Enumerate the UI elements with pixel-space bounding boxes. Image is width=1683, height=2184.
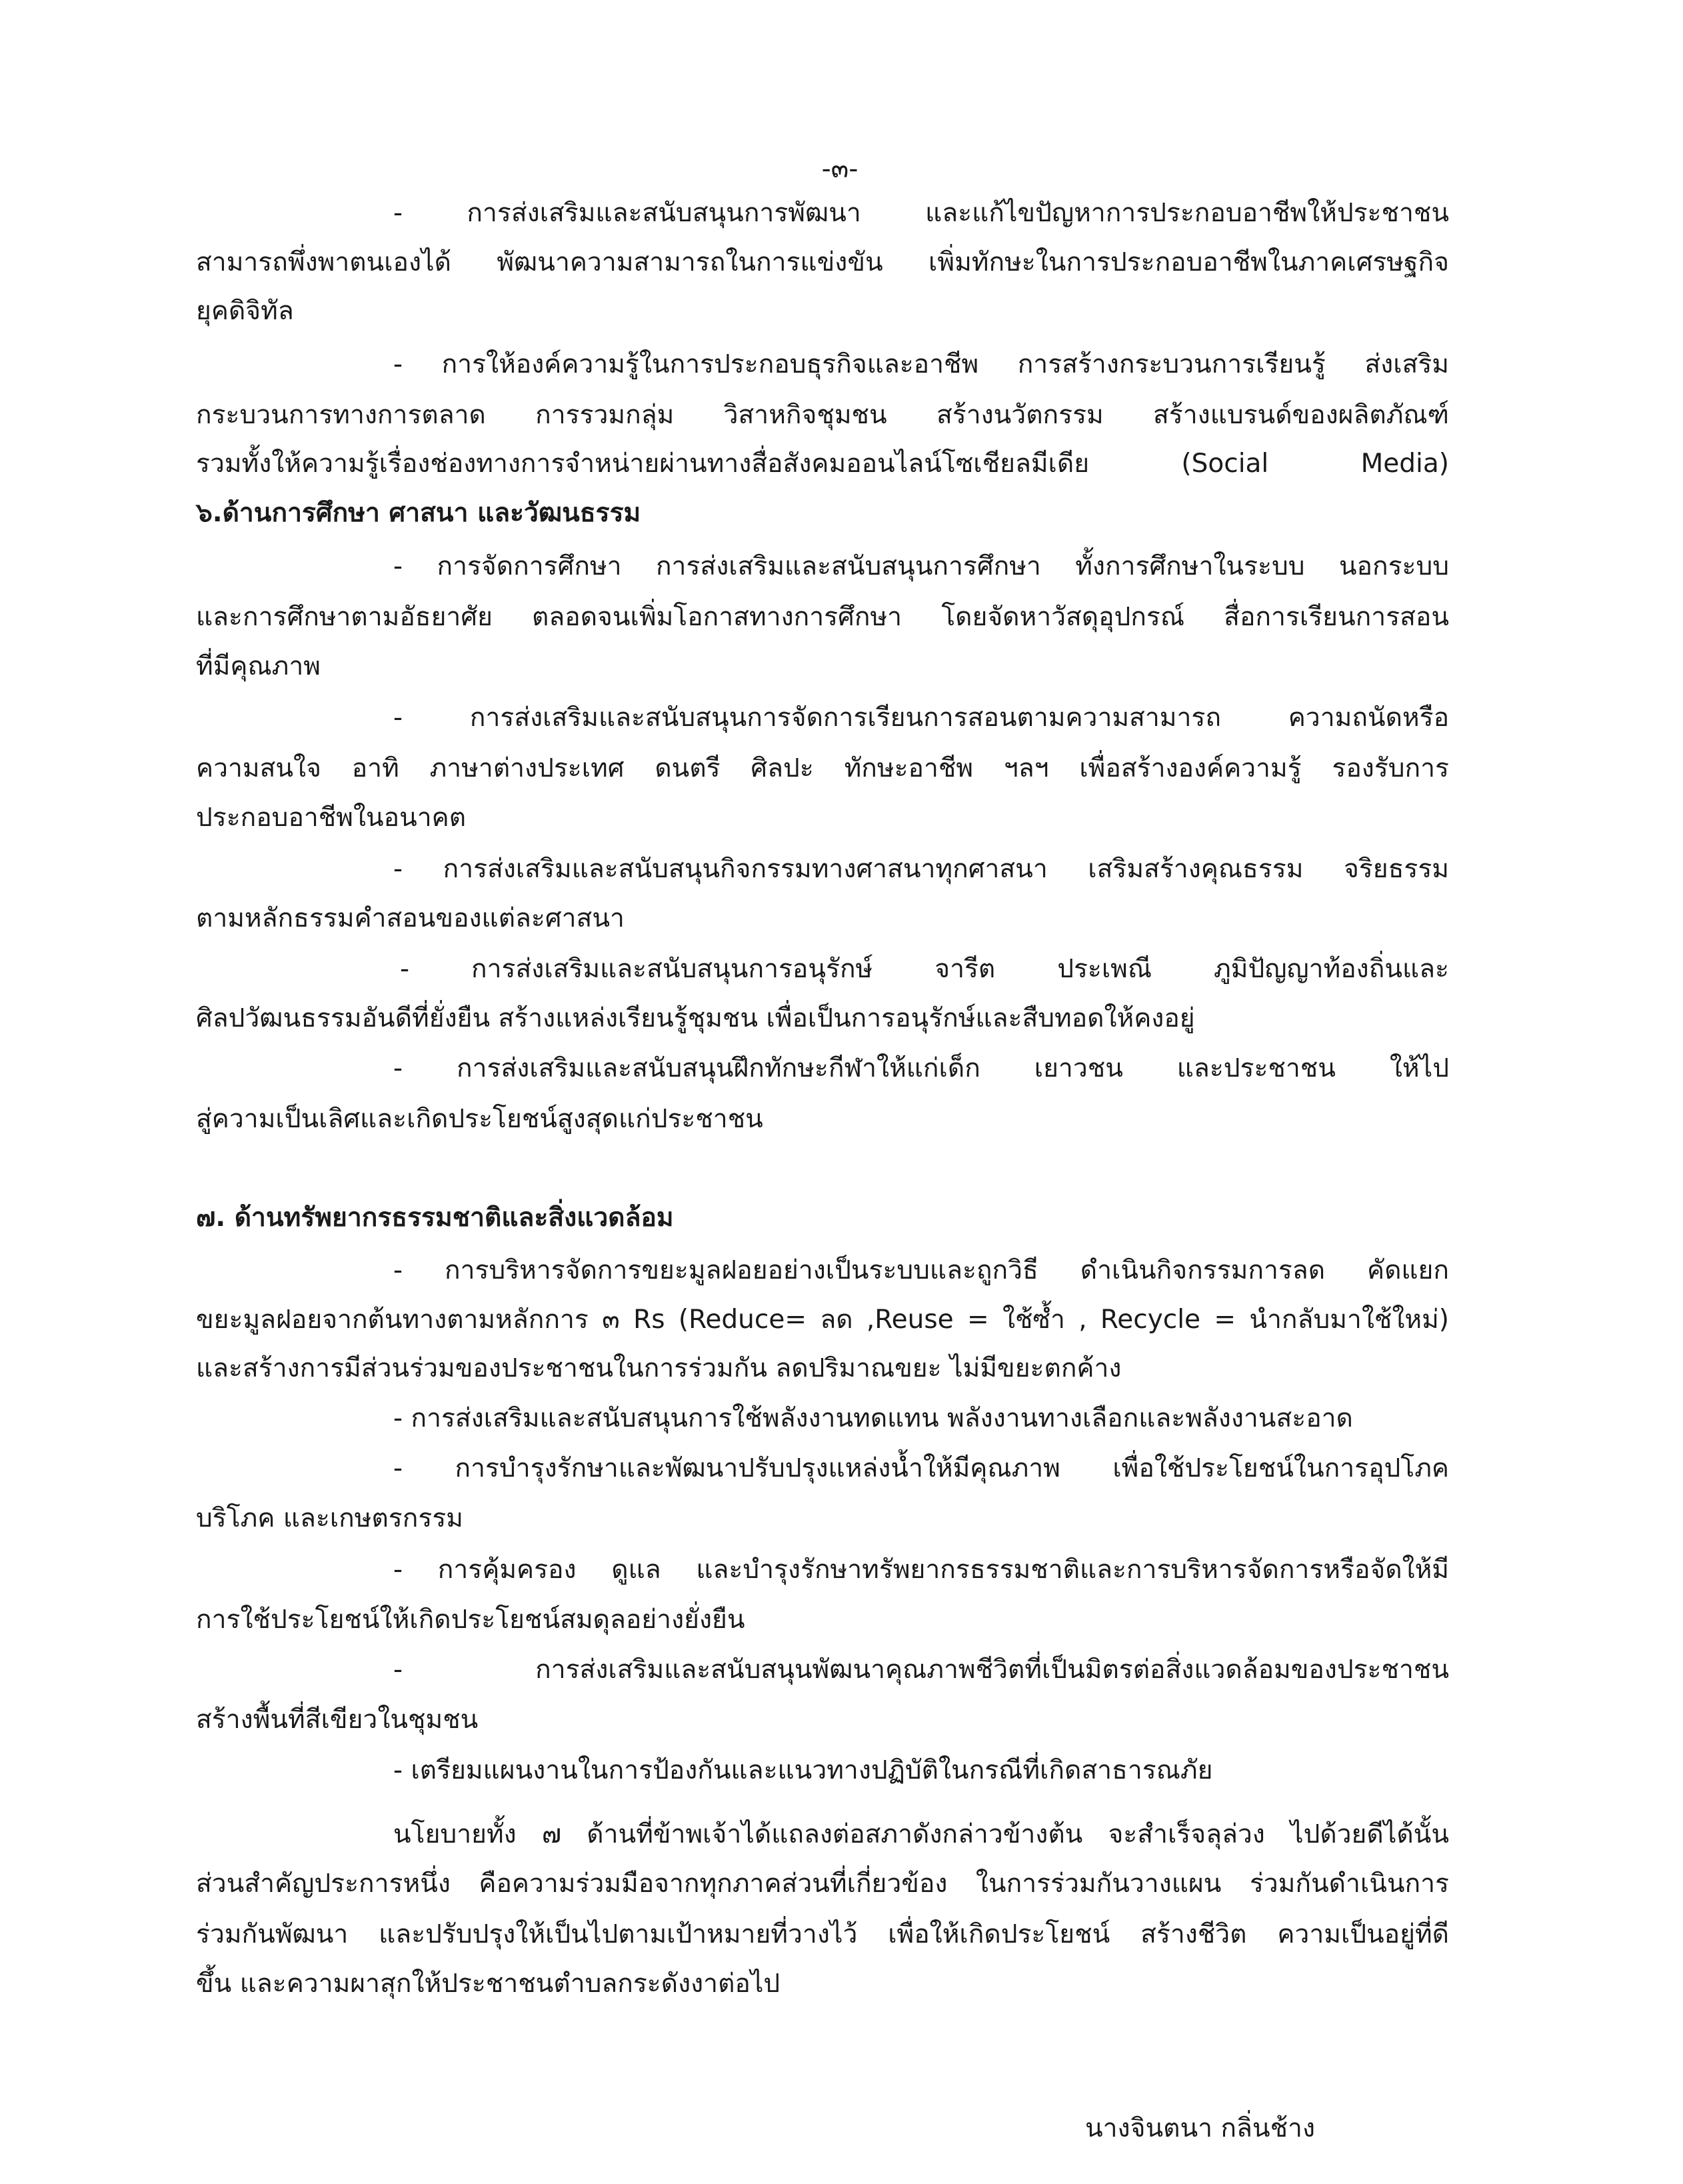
signature-name: นางจินตนา กลิ่นช้าง [1085,2113,1315,2143]
paragraph-line: - การให้องค์ความรู้ในการประกอบธุรกิจและอาชีพ การสร้างกระบวนการเรียนรู้ ส่งเสริม [393,349,1449,379]
paragraph-line: - การส่งเสริมและสนับสนุนการจัดการเรียนการสอนตามความสามารถ ความถนัดหรือ [393,703,1449,733]
paragraph-line: ส่วนสำคัญประการหนึ่ง คือความร่วมมือจากทุกภาคส่วนที่เกี่ยวข้อง ในการร่วมกันวางแผน ร่วมกันดำเนินการ [196,1869,1449,1899]
paragraph-line: - การส่งเสริมและสนับสนุนการใช้พลังงานทดแทน พลังงานทางเลือกและพลังงานสะอาด [393,1403,1353,1433]
section-heading: ๗. ด้านทรัพยากรธรรมชาติและสิ่งแวดล้อม [196,1203,674,1233]
paragraph-line: - การคุ้มครอง ดูแล และบำรุงรักษาทรัพยากรธรรมชาติและการบริหารจัดการหรือจัดให้มี [393,1555,1449,1585]
paragraph-line: และการศึกษาตามอัธยาศัย ตลอดจนเพิ่มโอกาสทางการศึกษา โดยจัดหาวัสดุอุปกรณ์ สื่อการเรียนการสอน [196,602,1449,632]
paragraph-line: สร้างพื้นที่สีเขียวในชุมชน [196,1705,479,1735]
paragraph-line: และสร้างการมีส่วนร่วมของประชาชนในการร่วมกัน ลดปริมาณขยะ ไม่มีขยะตกค้าง [196,1353,1122,1383]
paragraph-line: - การส่งเสริมและสนับสนุนกิจกรรมทางศาสนาทุกศาสนา เสริมสร้างคุณธรรม จริยธรรม [393,854,1449,884]
page-number: -๓- [821,154,858,184]
paragraph-line: - การส่งเสริมและสนับสนุนการพัฒนา และแก้ไขปัญหาการประกอบอาชีพให้ประชาชน [393,198,1449,228]
paragraph-line: - การส่งเสริมและสนับสนุนฝึกทักษะกีฬาให้แก่เด็ก เยาวชน และประชาชน ให้ไป [393,1053,1449,1083]
paragraph-line: - การส่งเสริมและสนับสนุนพัฒนาคุณภาพชีวิตที่เป็นมิตรต่อสิ่งแวดล้อมของประชาชน [393,1655,1449,1685]
paragraph-line: บริโภค และเกษตรกรรม [196,1503,463,1533]
paragraph-line: - การจัดการศึกษา การส่งเสริมและสนับสนุนการศึกษา ทั้งการศึกษาในระบบ นอกระบบ [393,551,1449,581]
section-heading: ๖.ด้านการศึกษา ศาสนา และวัฒนธรรม [196,498,641,528]
paragraph-line: นโยบายทั้ง ๗ ด้านที่ข้าพเจ้าได้แถลงต่อสภาดังกล่าวข้างต้น จะสำเร็จลุล่วง ไปด้วยดีได้นั้น [393,1819,1449,1849]
paragraph-line: ร่วมกันพัฒนา และปรับปรุงให้เป็นไปตามเป้าหมายที่วางไว้ เพื่อให้เกิดประโยชน์ สร้างชีวิต ความเป็นอยู่ที่ดี [196,1919,1449,1949]
paragraph-line: ความสนใจ อาทิ ภาษาต่างประเทศ ดนตรี ศิลปะ ทักษะอาชีพ ฯลฯ เพื่อสร้างองค์ความรู้ รองรับการ [196,753,1449,783]
paragraph-line: - การบริหารจัดการขยะมูลฝอยอย่างเป็นระบบและถูกวิธี ดำเนินกิจกรรมการลด คัดแยก [393,1255,1449,1285]
paragraph-line: ศิลปวัฒนธรรมอันดีที่ยั่งยืน สร้างแหล่งเรียนรู้ชุมชน เพื่อเป็นการอนุรักษ์และสืบทอดให้คงอยู่ [196,1003,1195,1033]
paragraph-line: ประกอบอาชีพในอนาคต [196,803,467,833]
paragraph-line: สามารถพึ่งพาตนเองได้ พัฒนาความสามารถในการแข่งขัน เพิ่มทักษะในการประกอบอาชีพในภาคเศรษฐกิจ [196,247,1449,277]
paragraph-line: กระบวนการทางการตลาด การรวมกลุ่ม วิสาหกิจชุมชน สร้างนวัตกรรม สร้างแบรนด์ของผลิตภัณฑ์ [196,400,1449,430]
paragraph-line: ที่มีคุณภาพ [196,651,321,681]
paragraph-line: ยุคดิจิทัล [196,296,294,326]
paragraph-line: ขึ้น และความผาสุกให้ประชาชนตำบลกระดังงาต่อไป [196,1969,781,1999]
paragraph-line: - เตรียมแผนงานในการป้องกันและแนวทางปฏิบัติในกรณีที่เกิดสาธารณภัย [393,1755,1213,1785]
paragraph-line: ขยะมูลฝอยจากต้นทางตามหลักการ ๓ Rs (Reduce= ลด ,Reuse = ใช้ซ้ำ , Recycle = นำกลับมาใช้ใหม่) [196,1305,1449,1335]
paragraph-line: สู่ความเป็นเลิศและเกิดประโยชน์สูงสุดแก่ประชาชน [196,1104,763,1134]
paragraph-line: การใช้ประโยชน์ให้เกิดประโยชน์สมดุลอย่างยั่งยืน [196,1605,745,1635]
paragraph-line: ตามหลักธรรมคำสอนของแต่ละศาสนา [196,903,625,933]
paragraph-line: รวมทั้งให้ความรู้เรื่องช่องทางการจำหน่ายผ่านทางสื่อสังคมออนไลน์โซเชียลมีเดีย (Social Media) [196,449,1449,479]
paragraph-line: - การบำรุงรักษาและพัฒนาปรับปรุงแหล่งน้ำให้มีคุณภาพ เพื่อใช้ประโยชน์ในการอุปโภค [393,1453,1449,1483]
paragraph-line: - การส่งเสริมและสนับสนุนการอนุรักษ์ จารีต ประเพณี ภูมิปัญญาท้องถิ่นและ [400,954,1449,984]
